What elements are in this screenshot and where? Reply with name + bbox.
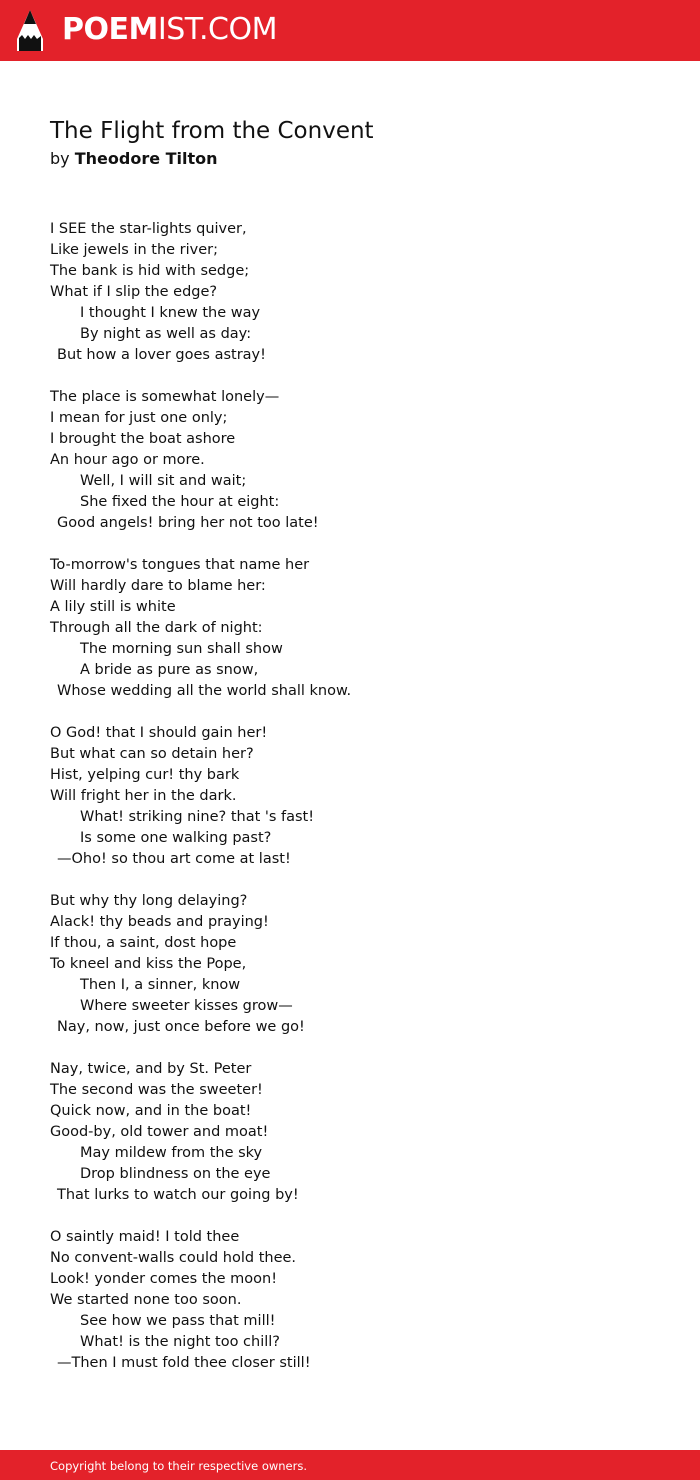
site-footer <box>0 1450 700 1480</box>
poem-line: Nay, now, just once before we go! <box>57 1019 305 1035</box>
poem-line: The second was the sweeter! <box>50 1082 263 1098</box>
poem-line: Like jewels in the river; <box>50 242 219 258</box>
poem-line: That lurks to watch our going by! <box>57 1187 299 1203</box>
poem-line: I mean for just one only; <box>50 410 228 426</box>
stanza <box>50 387 670 534</box>
poem-line: A bride as pure as snow, <box>80 662 259 678</box>
by-label: by <box>50 149 70 168</box>
poem-line: Through all the dark of night: <box>50 620 263 636</box>
poem-line: We started none too soon. <box>50 1292 242 1308</box>
poem-line: Will hardly dare to blame her: <box>50 578 266 594</box>
poem-line: Hist, yelping cur! thy bark <box>50 767 240 783</box>
poem-line: To kneel and kiss the Pope, <box>50 956 247 972</box>
poem-line: But why thy long delaying? <box>50 893 248 909</box>
poem-line: Is some one walking past? <box>80 830 272 846</box>
poem-line: I SEE the star-lights quiver, <box>50 221 247 237</box>
poem-line: Quick now, and in the boat! <box>50 1103 252 1119</box>
poem-line: May mildew from the sky <box>80 1145 263 1161</box>
poem-line: To-morrow's tongues that name her <box>50 557 310 573</box>
stanza <box>50 891 670 1038</box>
poem-line: O saintly maid! I told thee <box>50 1229 240 1245</box>
poem-line: Then I, a sinner, know <box>80 977 241 993</box>
poem-line: The morning sun shall show <box>80 641 283 657</box>
poem-line: —Then I must fold thee closer still! <box>57 1355 311 1371</box>
site-header <box>0 0 700 61</box>
poem-line: Alack! thy beads and praying! <box>50 914 269 930</box>
byline <box>50 148 218 170</box>
poem-line: But what can so detain her? <box>50 746 254 762</box>
poem-line: But how a lover goes astray! <box>57 347 266 363</box>
pencil-tip-icon[interactable] <box>17 10 43 51</box>
stanza <box>50 219 670 366</box>
poem-line: What! is the night too chill? <box>80 1334 281 1350</box>
poem-line: Where sweeter kisses grow— <box>80 998 293 1014</box>
stanza <box>50 1227 670 1374</box>
poem-line: She fixed the hour at eight: <box>80 494 280 510</box>
poem-line: Drop blindness on the eye <box>80 1166 271 1182</box>
brand-bold: POEM <box>62 12 158 47</box>
copyright-notice: Copyright belong to their respective owners. <box>50 1459 308 1473</box>
author-name: Theodore Tilton <box>74 149 218 168</box>
poem-line: No convent-walls could hold thee. <box>50 1250 297 1266</box>
stanza <box>50 1059 670 1206</box>
poem-line: By night as well as day: <box>80 326 252 342</box>
poem-line: O God! that I should gain her! <box>50 725 268 741</box>
poem-line: An hour ago or more. <box>50 452 205 468</box>
poem-line: If thou, a saint, dost hope <box>50 935 237 951</box>
poem-line: Well, I will sit and wait; <box>80 473 247 489</box>
site-logo-text[interactable] <box>62 12 277 48</box>
poem-line: Look! yonder comes the moon! <box>50 1271 278 1287</box>
poem-line: Good-by, old tower and moat! <box>50 1124 269 1140</box>
poem-line: What! striking nine? that 's fast! <box>80 809 315 825</box>
poem-line: What if I slip the edge? <box>50 284 218 300</box>
poem-line: I thought I knew the way <box>80 305 261 321</box>
poem-line: The place is somewhat lonely— <box>50 389 280 405</box>
poem-line: Whose wedding all the world shall know. <box>57 683 352 699</box>
poem-body <box>50 219 670 1395</box>
poem-line: —Oho! so thou art come at last! <box>57 851 291 867</box>
poem-line: Good angels! bring her not too late! <box>57 515 319 531</box>
stanza <box>50 555 670 702</box>
poem-line: A lily still is white <box>50 599 176 615</box>
poem-line: I brought the boat ashore <box>50 431 236 447</box>
poem-line: The bank is hid with sedge; <box>50 263 250 279</box>
poem-line: Nay, twice, and by St. Peter <box>50 1061 252 1077</box>
stanza <box>50 723 670 870</box>
poem-line: Will fright her in the dark. <box>50 788 237 804</box>
poem-line: See how we pass that mill! <box>80 1313 276 1329</box>
poem-title: The Flight from the Convent <box>50 118 374 144</box>
brand-light: IST.COM <box>157 12 277 47</box>
